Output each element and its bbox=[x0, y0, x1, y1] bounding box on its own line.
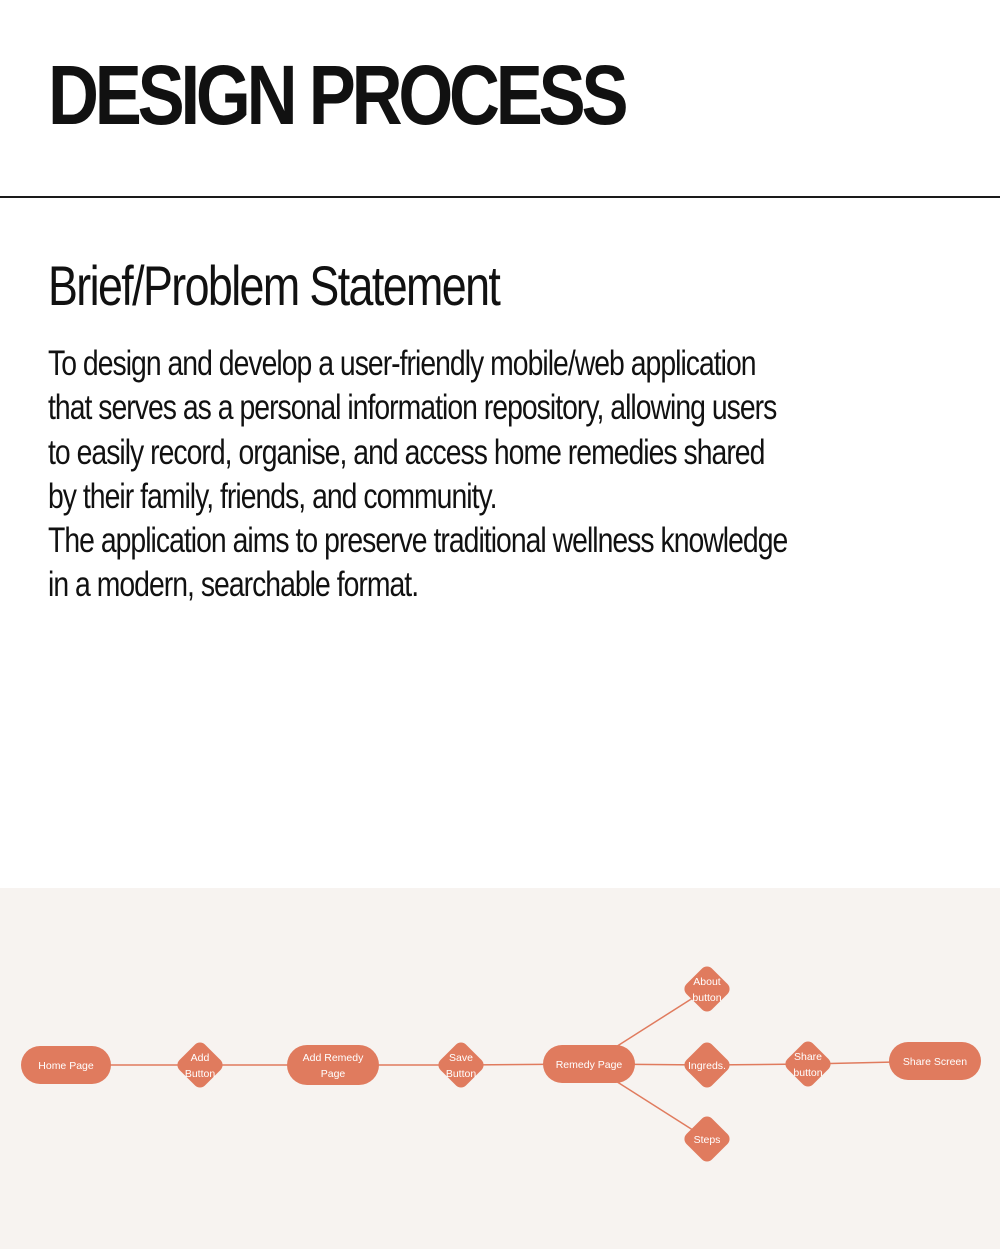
node-label: Steps bbox=[693, 1134, 721, 1146]
flow-node-share-screen bbox=[889, 1042, 981, 1080]
node-label: Save bbox=[449, 1052, 473, 1064]
page-title: DESIGN PROCESS bbox=[48, 48, 625, 142]
statement-line: by their family, friends, and community. bbox=[48, 476, 497, 516]
statement-line: The application aims to preserve traditional wellness knowledge bbox=[48, 521, 788, 561]
statement-line: To design and develop a user-friendly mobile/web application bbox=[48, 344, 756, 383]
diamond-shape bbox=[175, 1040, 226, 1091]
flow-node-add-button bbox=[175, 1040, 226, 1091]
node-label: Page bbox=[320, 1068, 346, 1080]
flow-node-home-page bbox=[21, 1046, 111, 1084]
node-label: About bbox=[693, 976, 721, 988]
node-label: button bbox=[793, 1067, 823, 1079]
node-label: Share bbox=[793, 1051, 823, 1063]
node-label: Ingreds. bbox=[688, 1060, 726, 1072]
node-label: Button bbox=[445, 1068, 477, 1080]
statement-line: that serves as a personal information repository, allowing users bbox=[48, 388, 777, 428]
header-divider bbox=[0, 196, 1000, 198]
flow-node-save-button bbox=[436, 1040, 487, 1091]
node-label: Add Remedy bbox=[302, 1052, 364, 1064]
section-heading: Brief/Problem Statement bbox=[48, 254, 500, 317]
flow-node-ingreds bbox=[682, 1040, 733, 1091]
node-label: Home Page bbox=[38, 1060, 94, 1072]
flow-node-add-remedy-page bbox=[287, 1045, 379, 1085]
node-label: button bbox=[692, 992, 722, 1004]
node-label: Add bbox=[190, 1052, 210, 1064]
diamond-shape bbox=[682, 964, 733, 1015]
flow-node-remedy-page bbox=[543, 1045, 635, 1083]
flow-node-share-button bbox=[783, 1039, 834, 1090]
flow-node-steps bbox=[682, 1114, 733, 1165]
user-flow-diagram bbox=[0, 888, 1000, 1249]
diamond-shape bbox=[436, 1040, 487, 1091]
node-label: Share Screen bbox=[902, 1056, 968, 1068]
statement-line: in a modern, searchable format. bbox=[48, 565, 419, 605]
node-label: Button bbox=[184, 1068, 216, 1080]
statement-line: to easily record, organise, and access home remedies shared bbox=[48, 432, 765, 472]
diamond-shape bbox=[783, 1039, 834, 1090]
problem-statement bbox=[48, 342, 787, 608]
node-label: Remedy Page bbox=[555, 1059, 623, 1071]
flow-node-about-button bbox=[682, 964, 733, 1015]
user-flow-svg bbox=[0, 888, 1000, 1249]
